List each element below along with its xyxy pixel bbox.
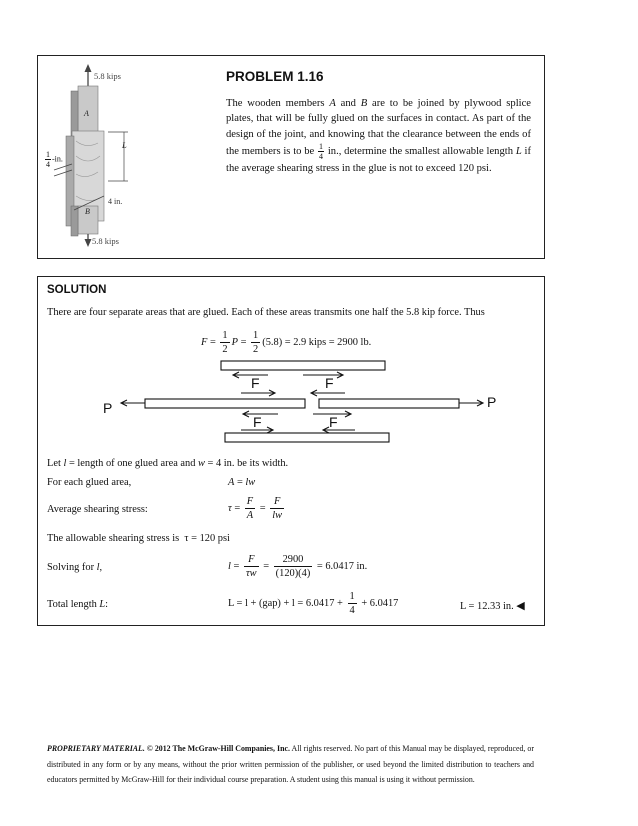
tau-equation: τ = $\frac{F}{A}$ = $\frac{F}{lw}$ [228,496,283,521]
length-definition [47,458,288,469]
problem-text-b: and [335,98,361,109]
gap-label [44,150,63,169]
footer-bold-2: © 2012 The McGraw-Hill Companies, Inc. [146,744,290,753]
gap-label-fraction [45,150,51,169]
tau-frac1 [245,495,255,522]
member-b-side [71,206,78,236]
eq1-frac1 [220,329,229,356]
joint-figure [38,56,223,258]
footer-bold-1: PROPRIETARY MATERIAL. [47,744,145,753]
eq1-p: P [231,336,238,348]
solving-b: , [99,562,103,573]
eq1-frac2-num: 1 [253,330,259,341]
l-equation: l = $\frac{F}{\tau w}$ = $\frac{2900}{(120)(4)}$ = 6.0417 in. [228,554,368,579]
problem-box [37,55,545,259]
footer-text: All rights reserved. No part of this Manual may be displayed, reproduced, or distributed in any form or by any means, without the prior written permission of the publisher, or used beyond the limited distribution to teachers and educators permitted by McGraw-Hill for their individual course preparation. A student using this manual is using it without permission. [47,744,534,785]
eq1-frac1-num: 1 [222,330,228,341]
l-eq-frac2-num: 2900 [274,553,313,567]
line1-w: w [198,458,205,469]
tau-frac2-num: F [270,495,284,509]
force-equation: F = $\frac{1}{2}$ P = $\frac{1}{2}$ (5.8) = 2.9 kips = 2900 lb. [201,330,372,355]
label-a: A [84,109,89,118]
solving-a: Solving for [47,562,97,573]
answer-value: L = 12.33 in. [460,601,514,612]
copyright-footer [47,741,534,788]
problem-text-e: if the average shearing stress in the glue is not to exceed 120 psi. [226,146,531,175]
sketch-f1: F [251,375,260,391]
problem-var-l: L [515,146,522,158]
total-equation [228,590,398,617]
tau-frac2-den: lw [272,510,283,521]
eq1-rest: (5.8) = 2.9 kips = 2900 lb. [262,336,372,348]
sketch-top-plate [221,361,385,370]
answer-marker-icon: ◀ [516,600,525,612]
problem-title: PROBLEM 1.16 [226,69,324,84]
l-eq-result: = 6.0417 in. [316,560,368,572]
tau-frac2 [270,495,284,522]
total-L: L [99,599,106,610]
solution-box [37,276,545,626]
sketch-p-right: P [487,394,497,410]
l-eq-frac1-num: F [244,553,259,567]
problem-gap-fraction [318,142,324,161]
allowable-stress-line [47,533,230,544]
solution-title: SOLUTION [47,284,107,296]
gap-label-num: 1 [46,150,50,159]
line1-a: Let [47,458,64,469]
problem-text-a: The wooden members [226,98,330,109]
total-a: Total length [47,599,100,610]
l-eq-frac2 [274,553,313,580]
sketch-f2: F [325,375,334,391]
sketch-left-member [145,399,305,408]
area-lhs: A [228,477,235,488]
problem-text-c: are to be joined by plywood splice plates, that will be fully glued on the surfaces in contact. As part of the design of the joint, and knowing that the clearance between the ends of the members is to be [226,98,531,158]
l-eq-frac1-den: τw [245,568,257,579]
allow-value: τ = 120 psi [184,533,230,544]
tau-frac1-num: F [246,496,254,507]
label-b: B [85,207,90,216]
problem-text-d: in., determine the smallest allowable length [325,146,516,158]
eq1-frac2 [251,329,260,356]
total-eq-num: 1 [349,591,355,602]
problem-gap-num: 1 [319,142,324,152]
bottom-arrowhead [85,239,92,247]
for-each-label: For each glued area, [47,477,132,488]
tau-lhs: τ [228,502,232,514]
sketch-f4: F [329,414,338,430]
label-l: L [122,140,127,150]
line1-c: = 4 in. be its width. [204,458,289,469]
width-label: 4 in. [108,197,123,206]
total-eq-right: + 6.0417 [361,597,399,609]
solving-label [47,562,102,573]
total-eq-left: L = l + (gap) + l = 6.0417 + [228,597,343,609]
gap-label-unit: -in. [52,154,63,164]
l-eq-frac1 [244,553,259,580]
problem-var-a: A [329,98,336,109]
l-eq-lhs: l [228,560,231,572]
eq1-frac1-den: 2 [222,344,228,355]
final-answer [460,599,525,612]
free-body-sketch [93,359,497,454]
area-equation: A = lw [228,477,256,488]
area-rhs: lw [245,477,256,488]
eq1-lhs: F [201,336,208,348]
sketch-bottom-plate [225,433,389,442]
problem-var-b: B [360,98,368,109]
sketch-right-member [319,399,459,408]
l-eq-frac2-den: (120)(4) [275,568,311,579]
problem-statement [226,96,531,177]
problem-gap-den: 4 [319,152,324,162]
total-length-label [47,599,108,610]
top-arrowhead [85,64,92,72]
line1-b: = length of one glued area and [66,458,198,469]
sketch-f3: F [253,414,262,430]
eq1-frac2-den: 2 [253,344,259,355]
sketch-p-left: P [103,400,113,416]
top-force-label: 5.8 kips [94,71,121,81]
avg-stress-label: Average shearing stress: [47,504,148,515]
tau-frac1-den: A [246,510,254,521]
solving-l: l [96,562,100,573]
solution-intro: There are four separate areas that are glued. Each of these areas transmits one half the 5.8 kip force. Thus [47,307,485,318]
allow-label: The allowable shearing stress is [47,533,180,544]
total-eq-den: 4 [349,605,355,616]
bottom-force-label: 5.8 kips [92,236,119,246]
line1-l: l [63,458,67,469]
total-b: : [105,599,109,610]
gap-label-den: 4 [46,160,50,169]
total-eq-frac [348,590,357,617]
